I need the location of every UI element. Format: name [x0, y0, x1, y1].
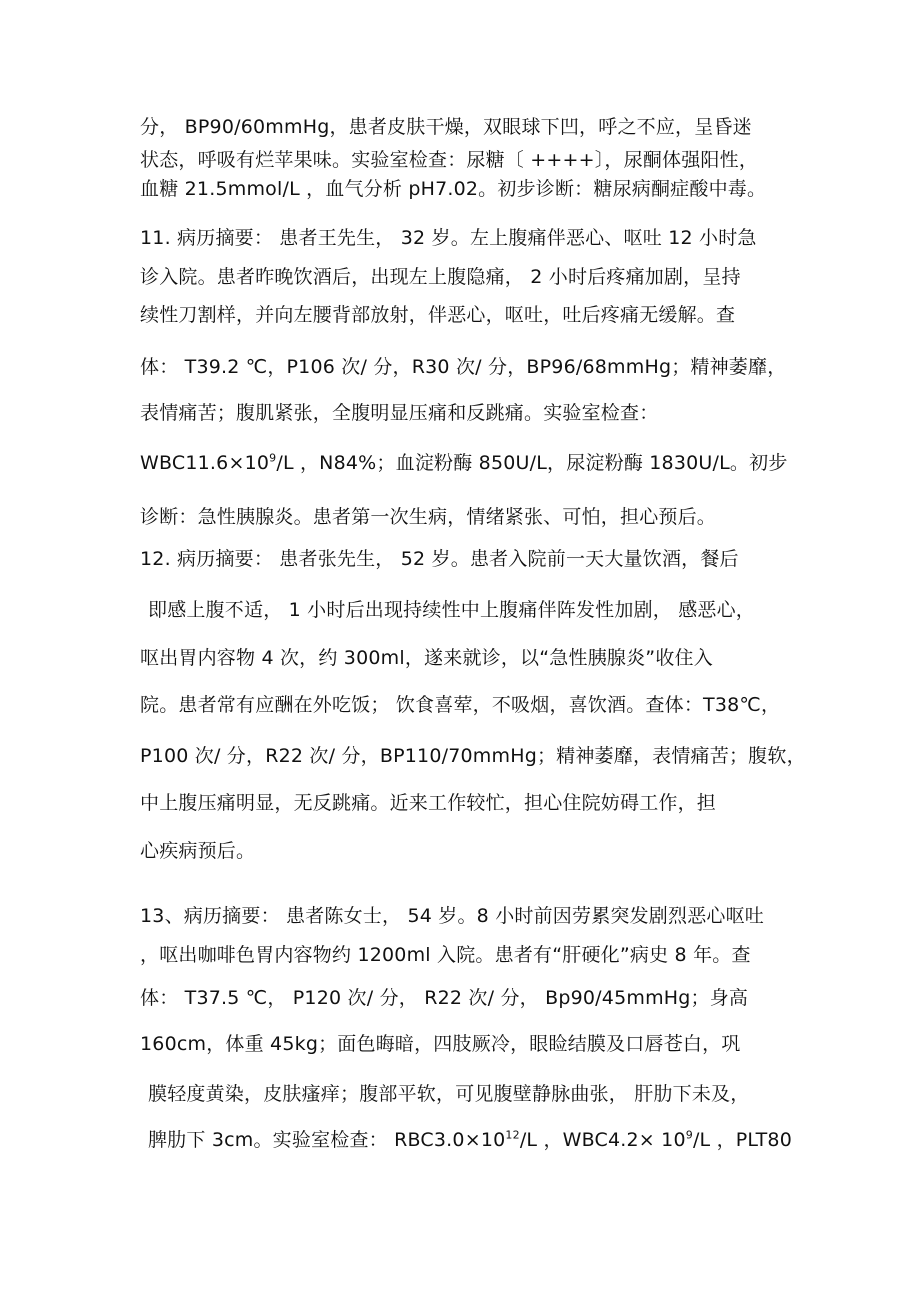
- case11-line-7: 诊断：急性胰腺炎。患者第一次生病，情绪紧张、可怕，担心预后。: [140, 506, 717, 528]
- case11-line-5: 表情痛苦；腹肌紧张，全腹明显压痛和反跳痛。实验室检查：: [140, 402, 659, 424]
- case13-line-3: 体： T37.5 ℃， P120 次/ 分， R22 次/ 分， Bp90/45mmHg；身高: [140, 987, 749, 1009]
- case13-wbc-exponent: 9: [685, 1128, 693, 1142]
- case13-line-2: ，呕出咖啡色胃内容物约 1200ml 入院。患者有“肝硬化”病史 8 年。查: [140, 944, 751, 966]
- case11-wbc-text: WBC11.6×10: [140, 452, 270, 474]
- case10-line-2: 状态，呼吸有烂苹果味。实验室检查：尿糖〔 ++++〕，尿酮体强阳性，: [140, 149, 759, 171]
- case13-line-5: 膜轻度黄染，皮肤瘙痒；腹部平软，可见腹壁静脉曲张， 肝肋下未及，: [148, 1083, 750, 1105]
- case13-rbc-exponent: 12: [505, 1128, 520, 1142]
- case11-line-1: 11. 病历摘要： 患者王先生， 32 岁。左上腹痛伴恶心、呕吐 12 小时急: [140, 227, 757, 249]
- case12-line-5: P100 次/ 分，R22 次/ 分，BP110/70mmHg；精神萎靡，表情痛苦；腹软，: [140, 745, 806, 767]
- case11-wbc-exponent: 9: [269, 451, 277, 465]
- case12-line-7: 心疾病预后。: [140, 840, 256, 862]
- case11-line-6: [140, 450, 788, 476]
- case12-line-3: 呕出胃内容物 4 次，约 300ml，遂来就诊，以“急性胰腺炎”收住入: [140, 647, 713, 669]
- case12-line-6: 中上腹压痛明显，无反跳痛。近来工作较忙，担心住院妨碍工作，担: [140, 792, 717, 814]
- case13-line-1: 13、病历摘要： 患者陈女士， 54 岁。8 小时前因劳累突发剧烈恶心呕吐: [140, 905, 765, 927]
- case13-wbc-text: /L ，WBC4.2× 10: [519, 1129, 686, 1151]
- case11-lab-text: /L ，N84%；血淀粉酶 850U/L，尿淀粉酶 1830U/L。初步: [276, 452, 788, 474]
- case13-rbc-text: 脾肋下 3cm。实验室检查： RBC3.0×10: [148, 1129, 506, 1151]
- case13-line-6: [148, 1127, 792, 1153]
- case12-line-2: 即感上腹不适， 1 小时后出现持续性中上腹痛伴阵发性加剧， 感恶心，: [148, 599, 756, 621]
- case13-line-4: 160cm，体重 45kg；面色晦暗，四肢厥冷，眼睑结膜及口唇苍白，巩: [140, 1033, 741, 1055]
- case12-line-4: 院。患者常有应酬在外吃饭； 饮食喜荤，不吸烟，喜饮酒。查体：T38℃，: [140, 694, 781, 716]
- case10-line-1: 分， BP90/60mmHg，患者皮肤干燥，双眼球下凹，呼之不应，呈昏迷: [140, 116, 752, 138]
- case13-plt-text: /L ，PLT80: [692, 1129, 792, 1151]
- case11-line-3: 续性刀割样，并向左腰背部放射，伴恶心，呕吐，吐后疼痛无缓解。查: [140, 304, 736, 326]
- case12-line-1: 12. 病历摘要： 患者张先生， 52 岁。患者入院前一天大量饮酒，餐后: [140, 548, 739, 570]
- case10-line-3: 血糖 21.5mmol/L ，血气分析 pH7.02。初步诊断：糖尿病酮症酸中毒。: [140, 178, 767, 200]
- case11-line-2: 诊入院。患者昨晚饮酒后，出现左上腹隐痛， 2 小时后疼痛加剧，呈持: [140, 266, 741, 288]
- case11-line-4: 体： T39.2 ℃，P106 次/ 分，R30 次/ 分，BP96/68mmHg；精神萎靡，: [140, 356, 787, 378]
